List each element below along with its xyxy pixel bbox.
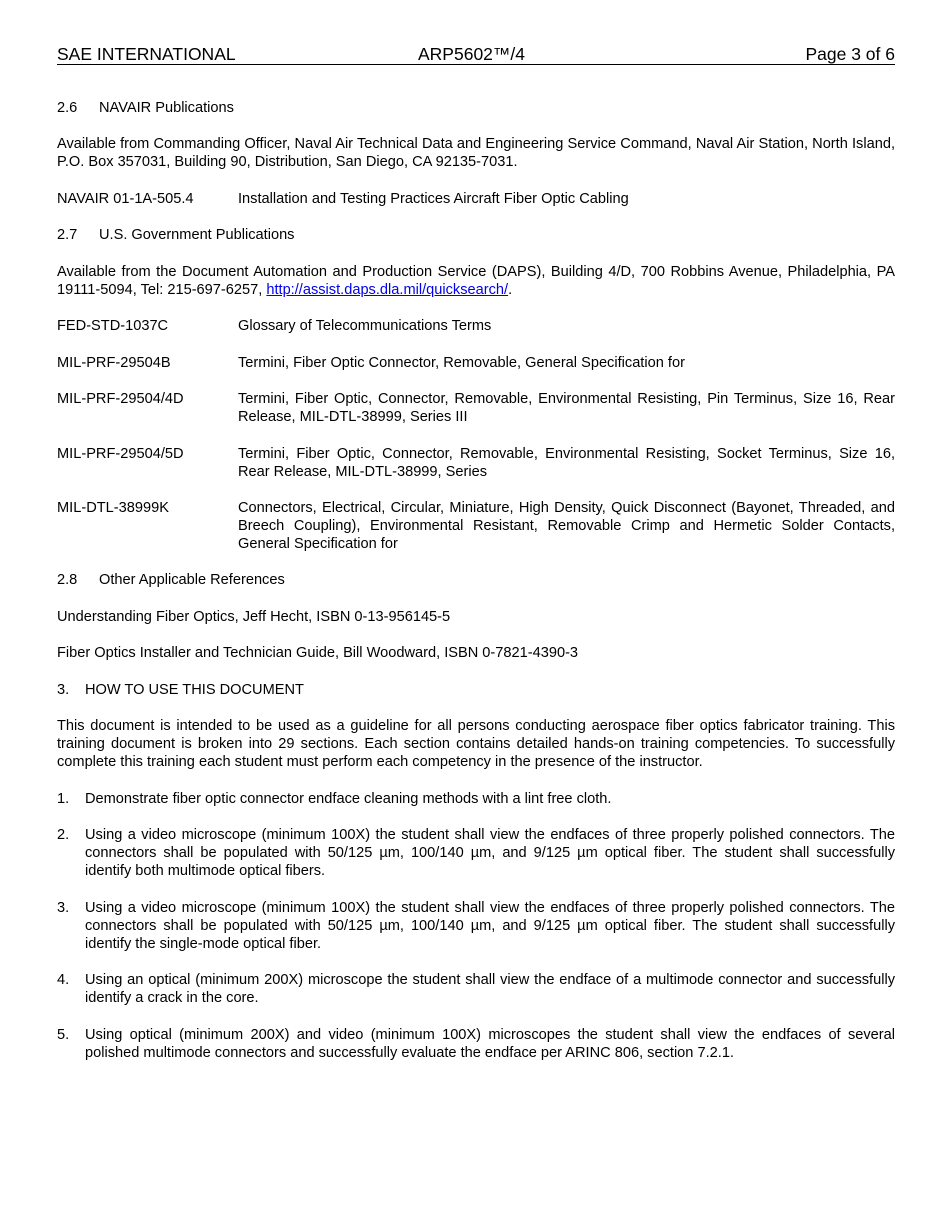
section-title: Other Applicable References (99, 572, 285, 588)
section-number: 2.8 (57, 572, 78, 588)
section-title: U.S. Government Publications (99, 227, 295, 243)
document-body (57, 99, 895, 1062)
daps-availability-text: Available from the Document Automation and Production Service (DAPS), Building 4/D, 700 Robbins Avenue, Philadelphia, PA 19111-5094, Tel: 215-697-6257, (57, 264, 895, 298)
reference-description: Termini, Fiber Optic, Connector, Removable, Environmental Resisting, Pin Terminus, Size 16, Rear Release, MIL-DTL-38999, Series III (238, 391, 895, 425)
reference-row (57, 390, 895, 426)
reference-description: Termini, Fiber Optic Connector, Removable, General Specification for (238, 355, 685, 371)
header-organization: SAE INTERNATIONAL (57, 44, 236, 64)
list-item-text: Using an optical (minimum 200X) microscope the student shall view the endface of a multimode connector and successfully identify a crack in the core. (85, 972, 895, 1006)
list-item-number: 5. (57, 1027, 70, 1043)
list-item (57, 1026, 895, 1062)
list-item-text: Using a video microscope (minimum 100X) the student shall view the endfaces of three properly polished connectors. The connectors shall be populated with 50/125 µm, 100/140 µm, and 9/125 µm optical fiber. The student shall successfully identify the single-mode optical fiber. (85, 900, 895, 952)
reference-row (57, 190, 895, 208)
section-title: NAVAIR Publications (99, 100, 234, 116)
list-item-text: Using a video microscope (minimum 100X) the student shall view the endfaces of three properly polished connectors. The connectors shall be populated with 50/125 µm, 100/140 µm, and 9/125 µm optical fiber. The student shall successfully identify both multimode optical fibers. (85, 827, 895, 879)
list-item-text: Using optical (minimum 200X) and video (minimum 100X) microscopes the student shall view the endfaces of several polished multimode connectors and successfully evaluate the endface per ARINC 806, section 7.2.1. (85, 1027, 895, 1061)
document-page (57, 44, 895, 1062)
reference-description: Glossary of Telecommunications Terms (238, 318, 492, 334)
list-item-number: 3. (57, 900, 70, 916)
header-page-number: Page 3 of 6 (805, 44, 895, 64)
page-header (57, 44, 895, 65)
reference-code: MIL-PRF-29504/4D (57, 391, 184, 407)
section-heading-3 (57, 681, 895, 699)
list-item-number: 2. (57, 827, 70, 843)
reference-code: NAVAIR 01-1A-505.4 (57, 191, 194, 207)
reference-entry: Understanding Fiber Optics, Jeff Hecht, ISBN 0-13-956145-5 (57, 609, 451, 625)
reference-row (57, 499, 895, 553)
reference-code: MIL-DTL-38999K (57, 500, 169, 516)
how-to-use-paragraph: This document is intended to be used as a guideline for all persons conducting aerospace fiber optics fabricator training. This training document is broken into 29 sections. Each section contains detailed hands-on training competencies. To successfully complete this training each student must perform each competency in the presence of the instructor. (57, 718, 895, 770)
list-item (57, 971, 895, 1007)
section-heading-2-6 (57, 99, 895, 117)
reference-row (57, 354, 895, 372)
reference-row (57, 317, 895, 335)
reference-description: Connectors, Electrical, Circular, Miniature, High Density, Quick Disconnect (Bayonet, Threaded, and Breech Coupling), Environmental Resistant, Removable Crimp and Hermetic Solder Contacts, General Specification for (238, 500, 895, 552)
header-document-number: ARP5602™/4 (418, 44, 526, 64)
section-heading-2-8 (57, 571, 895, 589)
reference-code: FED-STD-1037C (57, 318, 169, 334)
section-title: HOW TO USE THIS DOCUMENT (85, 682, 304, 698)
list-item-number: 1. (57, 791, 70, 807)
navair-availability-paragraph: Available from Commanding Officer, Naval Air Technical Data and Engineering Service Command, Naval Air Station, North Island, P.O. Box 357031, Building 90, Distribution, San Diego, CA 92135-7031. (57, 136, 895, 170)
list-item-number: 4. (57, 972, 70, 988)
section-heading-2-7 (57, 226, 895, 244)
section-number: 2.7 (57, 227, 78, 243)
list-item (57, 790, 895, 808)
list-item-text: Demonstrate fiber optic connector endface cleaning methods with a lint free cloth. (85, 791, 612, 807)
reference-row (57, 445, 895, 481)
quicksearch-link[interactable]: http://assist.daps.dla.mil/quicksearch/ (266, 282, 509, 298)
section-number: 2.6 (57, 100, 78, 116)
reference-entry: Fiber Optics Installer and Technician Guide, Bill Woodward, ISBN 0-7821-4390-3 (57, 645, 579, 661)
paragraph-period: . (508, 282, 513, 298)
list-item (57, 899, 895, 953)
list-item (57, 826, 895, 880)
reference-description: Installation and Testing Practices Aircraft Fiber Optic Cabling (238, 191, 629, 207)
daps-availability-paragraph (57, 263, 895, 299)
reference-code: MIL-PRF-29504/5D (57, 446, 184, 462)
section-number: 3. (57, 682, 70, 698)
reference-description: Termini, Fiber Optic, Connector, Removable, Environmental Resisting, Socket Terminus, Size 16, Rear Release, MIL-DTL-38999, Series (238, 446, 895, 480)
reference-code: MIL-PRF-29504B (57, 355, 171, 371)
